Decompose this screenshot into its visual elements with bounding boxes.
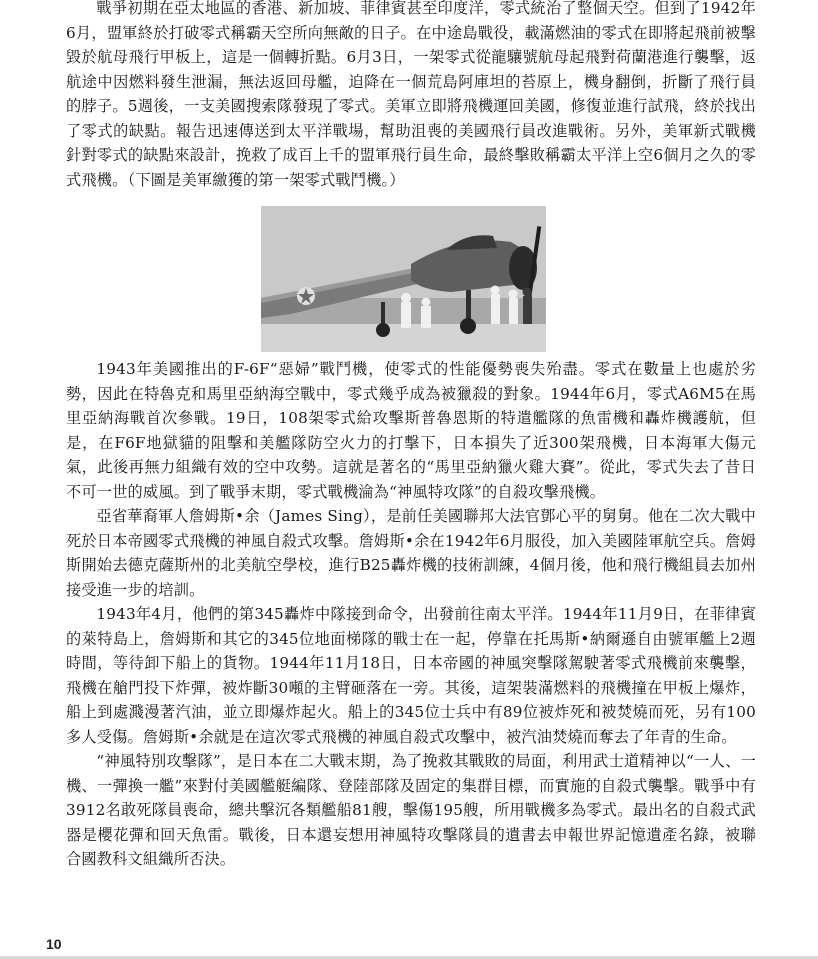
body-text-bottom bbox=[66, 357, 756, 872]
paragraph: 戰爭初期在亞太地區的香港、新加坡、菲律賓甚至印度洋，零式統治了整個天空。但到了1942年6月，盟軍終於打破零式稱霸天空所向無敵的日子。在中途島戰役，載滿燃油的零式在即將起飛前被擊毀於航母飛行甲板上，這是一個轉折點。6月3日，一架零式從龍驤號航母起飛對荷蘭港進行襲擊，返航途中因燃料發生泄漏，無法返回母艦，迫降在一個荒島阿庫坦的苔原上，機身翻倒，折斷了飛行員的脖子。5週後，一支美國搜索隊發現了零式。美軍立即將飛機運回美國，修復並進行試飛，終於找出了零式的缺點。報告迅速傳送到太平洋戰場，幫助沮喪的美國飛行員改進戰術。另外，美軍新式戰機針對零式的缺點來設計，挽救了成百上千的盟軍飛行員生命，最終擊敗稱霸太平洋上空6個月之久的零式飛機。（下圖是美軍繳獲的第一架零式戰鬥機。） bbox=[66, 0, 756, 189]
body-text-top bbox=[66, 0, 756, 192]
paragraph: 1943年4月，他們的第345轟炸中隊接到命令，出發前往南太平洋。1944年11月9日，在菲律賓的萊特島上，詹姆斯和其它的345位地面梯隊的戰士在一起，停靠在托馬斯•納爾遜自由號軍艦上2週時間，等待卸下船上的貨物。1944年11月18日，日本帝國的神風突擊隊駕駛著零式飛機前來襲擊，飛機在艙門投下炸彈，被炸斷30噸的主臂砸落在一旁。其後，這架裝滿燃料的飛機撞在甲板上爆炸，船上到處濺漫著汽油，並立即爆炸起火。船上的345位士兵中有89位被炸死和被焚燒而死，另有100多人受傷。詹姆斯•余就是在這次零式飛機的神風自殺式攻擊中，被汽油焚燒而奪去了年青的生命。 bbox=[66, 605, 756, 746]
paragraph: “神風特別攻擊隊”，是日本在二大戰末期，為了挽救其戰敗的局面，利用武士道精神以“一人、一機、一彈換一艦”來對付美國艦艇編隊、登陸部隊及固定的集群目標，而實施的自殺式襲擊。戰爭中有3912名敢死隊員喪命，總共擊沉各類艦船81艘，擊傷195艘，所用戰機多為零式。最出名的自殺式武器是櫻花彈和回天魚雷。戰後，日本還妄想用神風特攻擊隊員的遺書去申報世界記憶遺產名錄，被聯合國教科文組織所否決。 bbox=[66, 752, 756, 868]
paragraph: 1943年美國推出的F-6F“惡婦”戰鬥機，使零式的性能優勢喪失殆盡。零式在數量上也處於劣勢，因此在特魯克和馬里亞納海空戰中，零式幾乎成為被獵殺的對象。1944年6月，零式A6M5在馬里亞納海戰首次參戰。19日，108架零式給攻擊斯普魯恩斯的特遣艦隊的魚雷機和轟炸機護航，但是，在F6F地獄貓的阻擊和美艦隊防空火力的打擊下，日本損失了近300架飛機，日本海軍大傷元氣，此後再無力組織有效的空中攻勢。這就是著名的“馬里亞納獵火雞大賽”。從此，零式失去了昔日不可一世的威風。到了戰爭末期，零式戰機淪為“神風特攻隊”的自殺攻擊飛機。 bbox=[66, 360, 756, 501]
paragraph: 亞省華裔軍人詹姆斯•余（James Sing），是前任美國聯邦大法官鄧心平的舅舅。他在二次大戰中死於日本帝國零式飛機的神風自殺式攻擊。詹姆斯•余在1942年6月服役，加入美國陸軍航空兵。詹姆斯開始去德克薩斯州的北美航空學校，進行B25轟炸機的技術訓練，4個月後，他和飛行機組員去加州接受進一步的培訓。 bbox=[66, 507, 756, 599]
page-number: 10 bbox=[46, 936, 62, 952]
photo-illustration bbox=[261, 206, 546, 352]
zero-fighter-photo bbox=[261, 206, 546, 352]
